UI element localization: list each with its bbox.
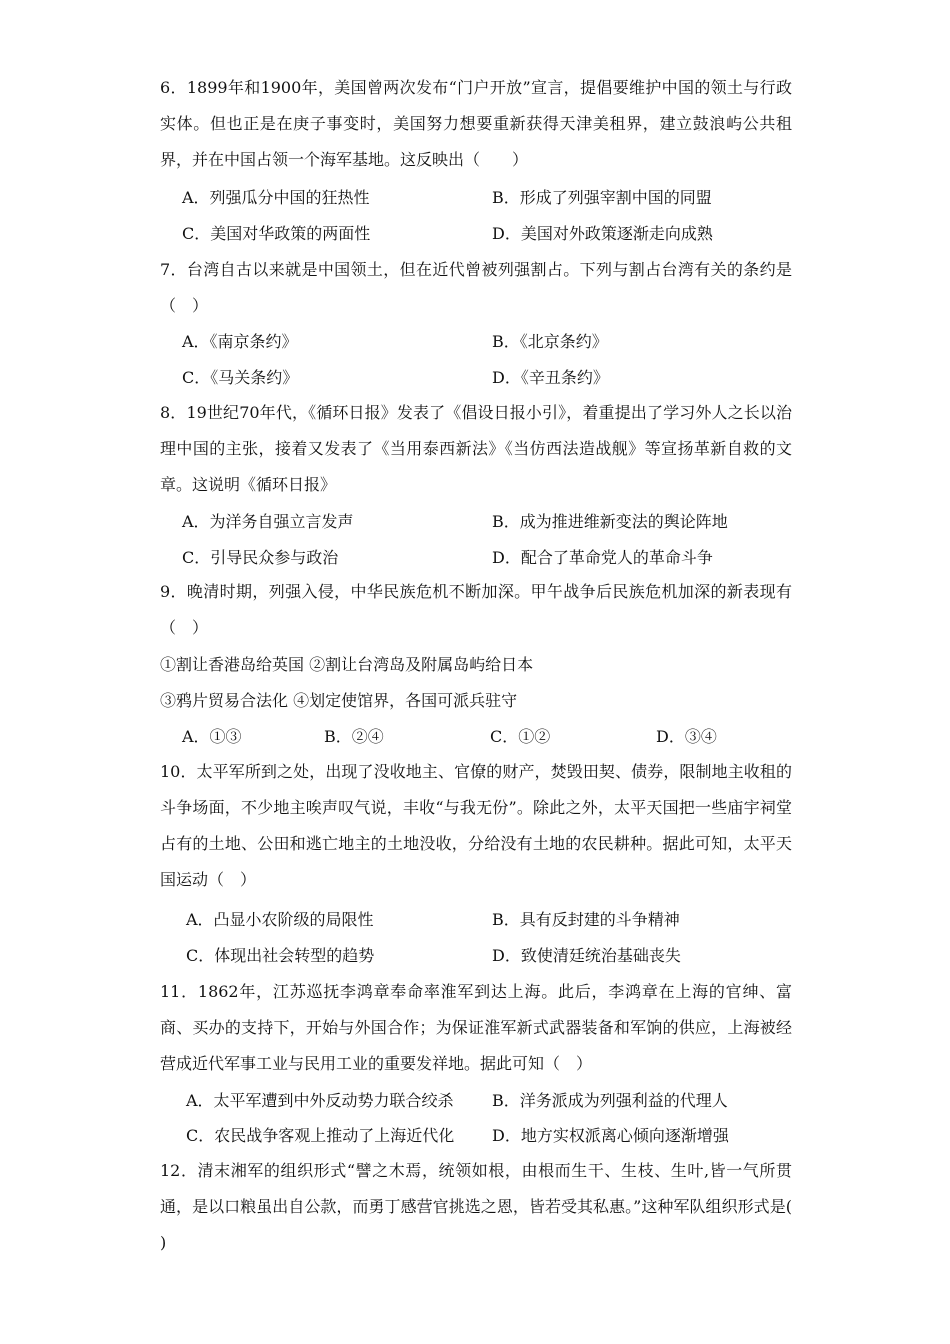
- question-7-options-row-1: [182, 324, 782, 360]
- question-11-option-d[interactable]: D．地方实权派离心倾向逐渐增强: [492, 1126, 729, 1145]
- question-7-option-c[interactable]: C．《马关条约》: [182, 368, 299, 387]
- question-9-stem: 9．晚清时期，列强入侵，中华民族危机不断加深。甲午战争后民族危机加深的新表现有（ ）: [160, 582, 792, 637]
- question-8-option-c[interactable]: C．引导民众参与政治: [182, 548, 339, 567]
- question-8-stem: 8．19世纪70年代，《循环日报》发表了《倡设日报小引》，着重提出了学习外人之长以治理中国的主张，接着又发表了《当用泰西新法》《当仿西法造战舰》等宣扬革新自救的文章。这说明《循环日报》: [160, 403, 792, 494]
- question-10-options-row-2: [186, 938, 786, 974]
- question-10-option-d[interactable]: D．致使清廷统治基础丧失: [492, 946, 681, 965]
- question-6-stem: 6．1899年和1900年，美国曾两次发布“门户开放”宣言，提倡要维护中国的领土与行政实体。但也正是在庚子事变时，美国努力想要重新获得天津美租界，建立鼓浪屿公共租界，并在中国占领一个海军基地。这反映出（ ）: [160, 78, 792, 169]
- question-8-option-d[interactable]: D．配合了革命党人的革命斗争: [492, 548, 713, 567]
- question-10-option-c[interactable]: C．体现出社会转型的趋势: [186, 946, 375, 965]
- question-9-option-a[interactable]: A．①③: [182, 727, 242, 746]
- question-6-option-b[interactable]: B．形成了列强宰割中国的同盟: [492, 188, 712, 207]
- question-11-options-row-1: [186, 1083, 786, 1119]
- question-7-options-row-2: [182, 360, 782, 396]
- question-6-options-row-2: [182, 216, 782, 252]
- question-10-option-b[interactable]: B．具有反封建的斗争精神: [492, 910, 680, 929]
- question-7-option-d[interactable]: D．《辛丑条约》: [492, 368, 609, 387]
- question-10-options-row-1: [186, 902, 786, 938]
- question-12-stem: 12．清末湘军的组织形式“譬之木焉，统领如根，由根而生干、生枝、生叶,皆一气所贯通，是以口粮虽出自公款，而勇丁感营官挑选之恩，皆若受其私惠。”这种军队组织形式是( ): [160, 1161, 792, 1252]
- question-9-item-line-1: ①割让香港岛给英国 ②割让台湾岛及附属岛屿给日本: [160, 655, 534, 674]
- question-8-option-b[interactable]: B．成为推进维新变法的舆论阵地: [492, 512, 728, 531]
- question-7-option-b[interactable]: B．《北京条约》: [492, 332, 608, 351]
- question-6-option-d[interactable]: D．美国对外政策逐渐走向成熟: [492, 224, 713, 243]
- question-9-options-row: [182, 719, 782, 755]
- question-9-option-d[interactable]: D．③④: [656, 727, 717, 746]
- question-9-option-c[interactable]: C．①②: [490, 727, 551, 746]
- question-11-options-row-2: [186, 1118, 786, 1154]
- question-7-option-a[interactable]: A．《南京条约》: [182, 332, 298, 351]
- question-8-options-row-2: [182, 540, 782, 576]
- question-6-option-a[interactable]: A．列强瓜分中国的狂热性: [182, 188, 370, 207]
- question-11-stem: 11．1862年，江苏巡抚李鸿章奉命率淮军到达上海。此后，李鸿章在上海的官绅、富商、买办的支持下，开始与外国合作；为保证淮军新式武器装备和军饷的供应，上海被经营成近代军事工业与民用工业的重要发祥地。据此可知（ ）: [160, 982, 792, 1073]
- question-6-options-row-1: [182, 180, 782, 216]
- question-11-option-a[interactable]: A．太平军遭到中外反动势力联合绞杀: [186, 1091, 454, 1110]
- question-11-option-b[interactable]: B．洋务派成为列强利益的代理人: [492, 1091, 728, 1110]
- question-10-stem: 10．太平军所到之处，出现了没收地主、官僚的财产，焚毁田契、债券，限制地主收租的斗争场面，不少地主唉声叹气说，丰收“与我无份”。除此之外，太平天国把一些庙宇祠堂占有的土地、公田和逃亡地主的土地没收，分给没有土地的农民耕种。据此可知，太平天国运动（ ）: [160, 762, 792, 889]
- question-6-option-c[interactable]: C．美国对华政策的两面性: [182, 224, 371, 243]
- question-7-stem: 7．台湾自古以来就是中国领土，但在近代曾被列强割占。下列与割占台湾有关的条约是（ ）: [160, 260, 792, 315]
- question-11-option-c[interactable]: C．农民战争客观上推动了上海近代化: [186, 1126, 455, 1145]
- question-9-item-line-2: ③鸦片贸易合法化 ④划定使馆界，各国可派兵驻守: [160, 691, 518, 710]
- question-9-option-b[interactable]: B．②④: [324, 727, 384, 746]
- question-10-option-a[interactable]: A．凸显小农阶级的局限性: [186, 910, 374, 929]
- question-8-option-a[interactable]: A．为洋务自强立言发声: [182, 512, 354, 531]
- question-8-options-row-1: [182, 504, 782, 540]
